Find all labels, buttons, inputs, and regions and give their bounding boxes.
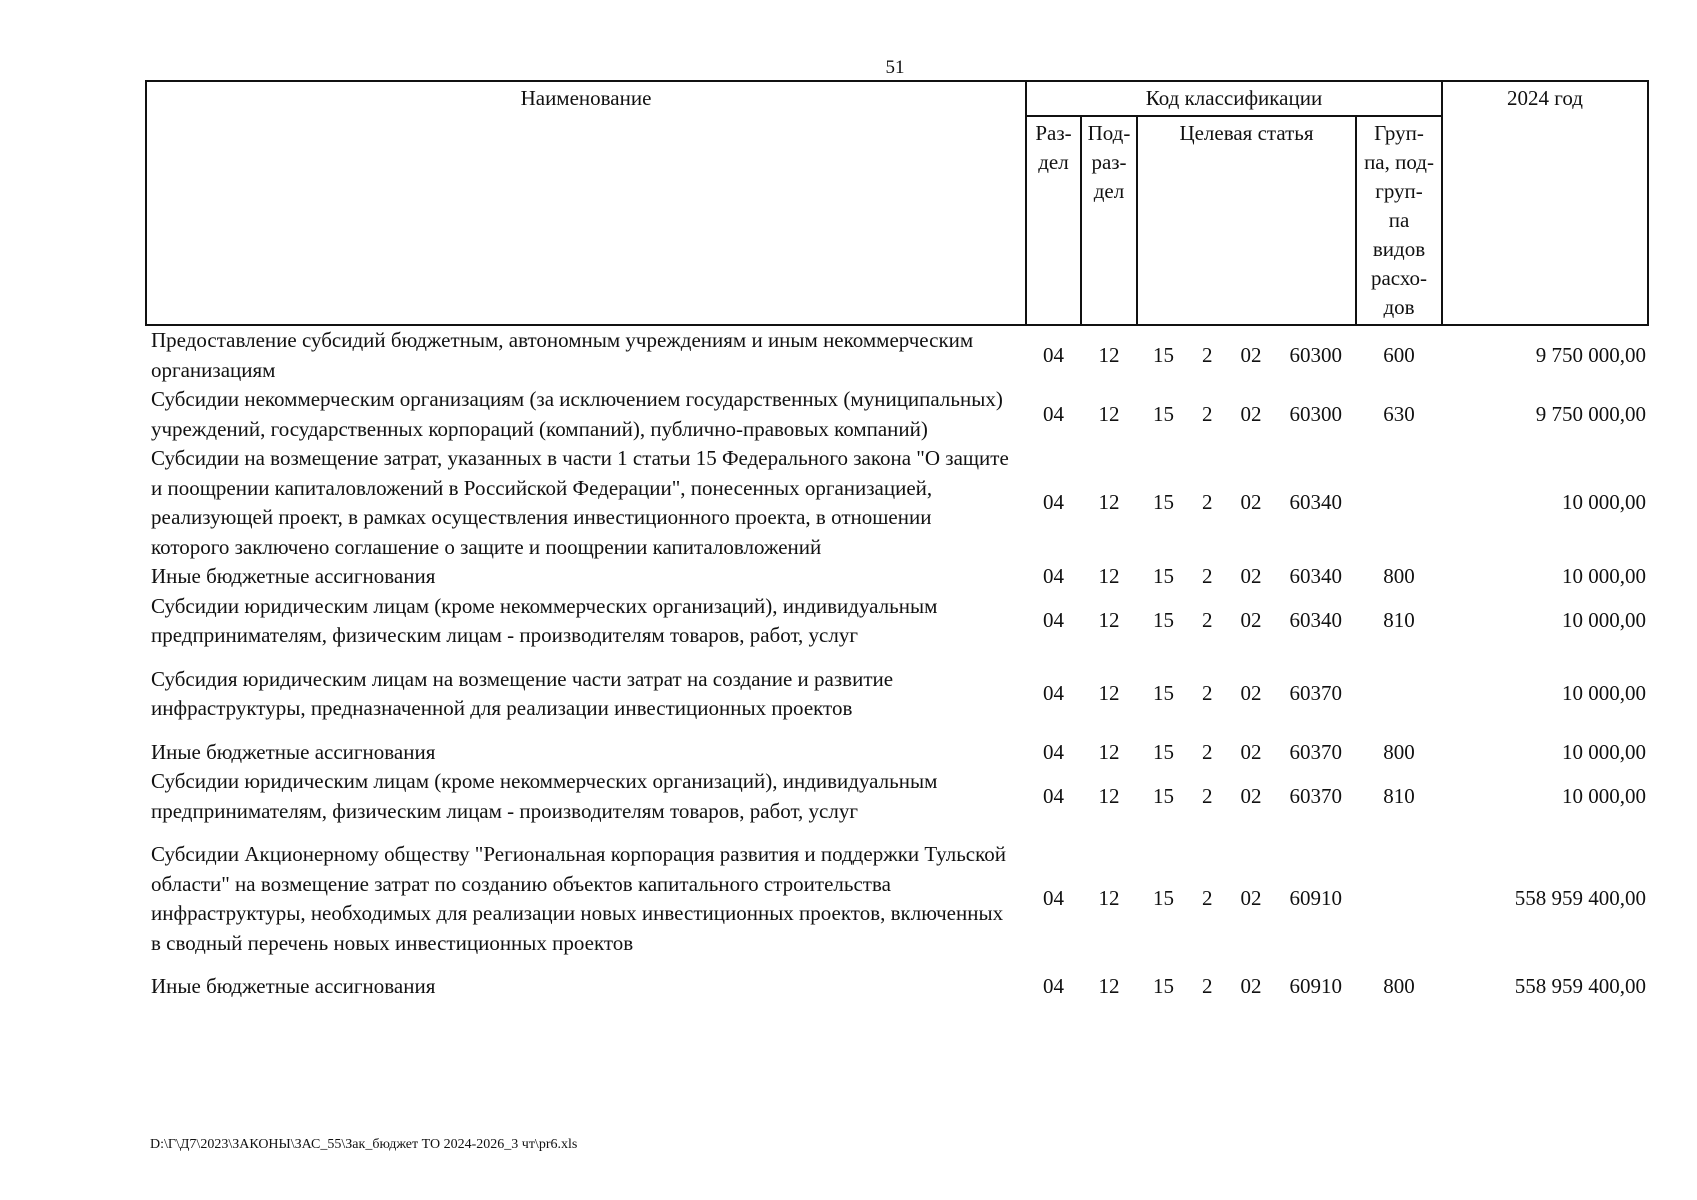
row-amount: 10 000,00 — [1562, 564, 1647, 588]
target-article-part: 60300 — [1289, 342, 1342, 367]
table-row — [146, 444, 1648, 562]
row-target-article — [1137, 840, 1356, 972]
target-article-part: 15 — [1153, 401, 1174, 426]
target-article-part: 60910 — [1289, 886, 1342, 911]
target-article-part: 2 — [1202, 739, 1213, 764]
row-razdel: 04 — [1043, 342, 1064, 367]
row-razdel: 04 — [1043, 681, 1064, 706]
row-podrazdel: 12 — [1098, 608, 1120, 633]
table-row — [146, 840, 1648, 972]
target-article-part: 02 — [1240, 783, 1262, 808]
row-target-article — [1137, 325, 1356, 385]
row-target-article — [1137, 562, 1356, 592]
header-section: Раз- дел — [1026, 116, 1081, 325]
target-article-part: 60370 — [1289, 739, 1342, 764]
table-row — [146, 972, 1648, 1002]
row-expense-group: 600 — [1383, 342, 1415, 367]
row-expense-group: 810 — [1383, 608, 1415, 633]
target-article-part: 15 — [1153, 783, 1174, 808]
target-article-part: 02 — [1240, 342, 1262, 367]
row-expense-group — [1356, 444, 1442, 562]
row-expense-group: 800 — [1383, 974, 1415, 998]
row-amount: 10 000,00 — [1562, 681, 1647, 706]
target-article-part: 02 — [1240, 401, 1262, 426]
row-expense-group — [1356, 665, 1442, 738]
target-article-part: 15 — [1153, 886, 1174, 911]
row-podrazdel: 12 — [1098, 490, 1120, 515]
row-target-article — [1137, 592, 1356, 665]
row-name: Субсидии Акционерному обществу "Региональная корпорация развития и поддержки Тульской области" на возмещение затрат по созданию объектов капитального строительства инфраструктуры, необходимых для реализации новых инвестиционных проектов, включенных в сводный перечень новых инвестиционных проектов — [151, 842, 1007, 955]
target-article-part: 60910 — [1289, 974, 1342, 998]
row-razdel: 04 — [1043, 490, 1064, 515]
row-target-article — [1137, 767, 1356, 840]
target-article-part: 60340 — [1289, 608, 1342, 633]
row-target-article — [1137, 972, 1356, 1002]
target-article-part: 15 — [1153, 974, 1174, 998]
target-article-part: 2 — [1202, 564, 1213, 588]
row-name: Субсидии юридическим лицам (кроме некоммерческих организаций), индивидуальным предпринимателям, физическим лицам - производителям товаров, работ, услуг — [151, 593, 938, 647]
target-article-part: 02 — [1240, 886, 1262, 911]
target-article-part: 02 — [1240, 681, 1262, 706]
row-podrazdel: 12 — [1098, 401, 1120, 426]
header-year: 2024 год — [1442, 81, 1648, 325]
row-amount: 10 000,00 — [1562, 608, 1647, 633]
row-amount: 10 000,00 — [1562, 739, 1647, 764]
header-subsection: Под- раз- дел — [1081, 116, 1137, 325]
row-name: Иные бюджетные ассигнования — [151, 974, 436, 998]
row-expense-group: 800 — [1383, 564, 1415, 588]
row-razdel: 04 — [1043, 783, 1064, 808]
row-razdel: 04 — [1043, 564, 1064, 588]
target-article-part: 2 — [1202, 608, 1213, 633]
row-name: Субсидии на возмещение затрат, указанных в части 1 статьи 15 Федерального закона "О защите и поощрении капиталовложений в Российской Федерации", понесенных организацией, реализующей проект, в рамках осуществления инвестиционного проекта, в отношении которого заключено соглашение о защите и поощрении капиталовложений — [151, 446, 1009, 559]
target-article-part: 60300 — [1289, 401, 1342, 426]
row-amount: 10 000,00 — [1562, 490, 1647, 515]
row-podrazdel: 12 — [1098, 974, 1120, 998]
row-name: Иные бюджетные ассигнования — [151, 564, 436, 588]
table-row — [146, 767, 1648, 840]
target-article-part: 15 — [1153, 342, 1174, 367]
row-name: Предоставление субсидий бюджетным, автономным учреждениям и иным некоммерческим организациям — [151, 328, 974, 382]
table-row — [146, 592, 1648, 665]
table-row — [146, 385, 1648, 444]
header-target-article: Целевая статья — [1137, 116, 1356, 325]
target-article-part: 2 — [1202, 783, 1213, 808]
table-body — [146, 325, 1648, 1002]
header-classification: Код классификации — [1026, 81, 1442, 116]
row-name: Субсидия юридическим лицам на возмещение части затрат на создание и развитие инфраструктуры, предназначенной для реализации инвестиционных проектов — [151, 666, 894, 720]
table-row — [146, 562, 1648, 592]
table-row — [146, 325, 1648, 385]
row-razdel: 04 — [1043, 608, 1064, 633]
row-expense-group: 630 — [1383, 401, 1415, 426]
row-podrazdel: 12 — [1098, 564, 1120, 588]
row-name: Иные бюджетные ассигнования — [151, 739, 436, 764]
target-article-part: 2 — [1202, 342, 1213, 367]
row-name: Субсидии юридическим лицам (кроме некоммерческих организаций), индивидуальным предпринимателям, физическим лицам - производителям товаров, работ, услуг — [151, 769, 938, 823]
table-row — [146, 665, 1648, 738]
footer-file-path: D:\Г\Д7\2023\ЗАКОНЫ\ЗАС_55\Зак_бюджет ТО 2024-2026_3 чт\pr6.xls — [150, 1137, 578, 1152]
row-name: Субсидии некоммерческим организациям (за исключением государственных (муниципальных) учреждений, государственных корпораций (компаний), публично-правовых компаний) — [151, 387, 1003, 441]
row-podrazdel: 12 — [1098, 886, 1120, 911]
target-article-part: 02 — [1240, 564, 1262, 588]
target-article-part: 02 — [1240, 490, 1262, 515]
target-article-part: 15 — [1153, 608, 1174, 633]
table-header — [146, 81, 1648, 325]
table-row — [146, 738, 1648, 768]
target-article-part: 02 — [1240, 608, 1262, 633]
row-podrazdel: 12 — [1098, 783, 1120, 808]
target-article-part: 02 — [1240, 739, 1262, 764]
row-amount: 10 000,00 — [1562, 783, 1647, 808]
page-number: 51 — [885, 57, 905, 78]
budget-table — [145, 80, 1649, 1002]
row-target-article — [1137, 738, 1356, 768]
target-article-part: 2 — [1202, 401, 1213, 426]
target-article-part: 60370 — [1289, 681, 1342, 706]
target-article-part: 02 — [1240, 974, 1262, 998]
target-article-part: 2 — [1202, 886, 1213, 911]
target-article-part: 60340 — [1289, 564, 1342, 588]
header-name: Наименование — [146, 81, 1026, 325]
row-razdel: 04 — [1043, 974, 1064, 998]
row-amount: 558 959 400,00 — [1514, 886, 1647, 911]
row-amount: 558 959 400,00 — [1514, 974, 1647, 998]
row-razdel: 04 — [1043, 739, 1064, 764]
row-razdel: 04 — [1043, 401, 1064, 426]
row-expense-group — [1356, 840, 1442, 972]
target-article-part: 15 — [1153, 681, 1174, 706]
target-article-part: 2 — [1202, 681, 1213, 706]
target-article-part: 2 — [1202, 490, 1213, 515]
row-podrazdel: 12 — [1098, 342, 1120, 367]
row-target-article — [1137, 444, 1356, 562]
target-article-part: 15 — [1153, 490, 1174, 515]
row-amount: 9 750 000,00 — [1535, 342, 1647, 367]
row-expense-group: 810 — [1383, 783, 1415, 808]
row-target-article — [1137, 665, 1356, 738]
target-article-part: 2 — [1202, 974, 1213, 998]
target-article-part: 15 — [1153, 739, 1174, 764]
row-target-article — [1137, 385, 1356, 444]
row-amount: 9 750 000,00 — [1535, 401, 1647, 426]
header-expense-group: Груп- па, под- груп- па видов расхо- дов — [1356, 116, 1442, 325]
target-article-part: 60340 — [1289, 490, 1342, 515]
target-article-part: 15 — [1153, 564, 1174, 588]
target-article-part: 60370 — [1289, 783, 1342, 808]
row-razdel: 04 — [1043, 886, 1064, 911]
row-podrazdel: 12 — [1098, 681, 1120, 706]
row-podrazdel: 12 — [1098, 739, 1120, 764]
row-expense-group: 800 — [1383, 739, 1415, 764]
